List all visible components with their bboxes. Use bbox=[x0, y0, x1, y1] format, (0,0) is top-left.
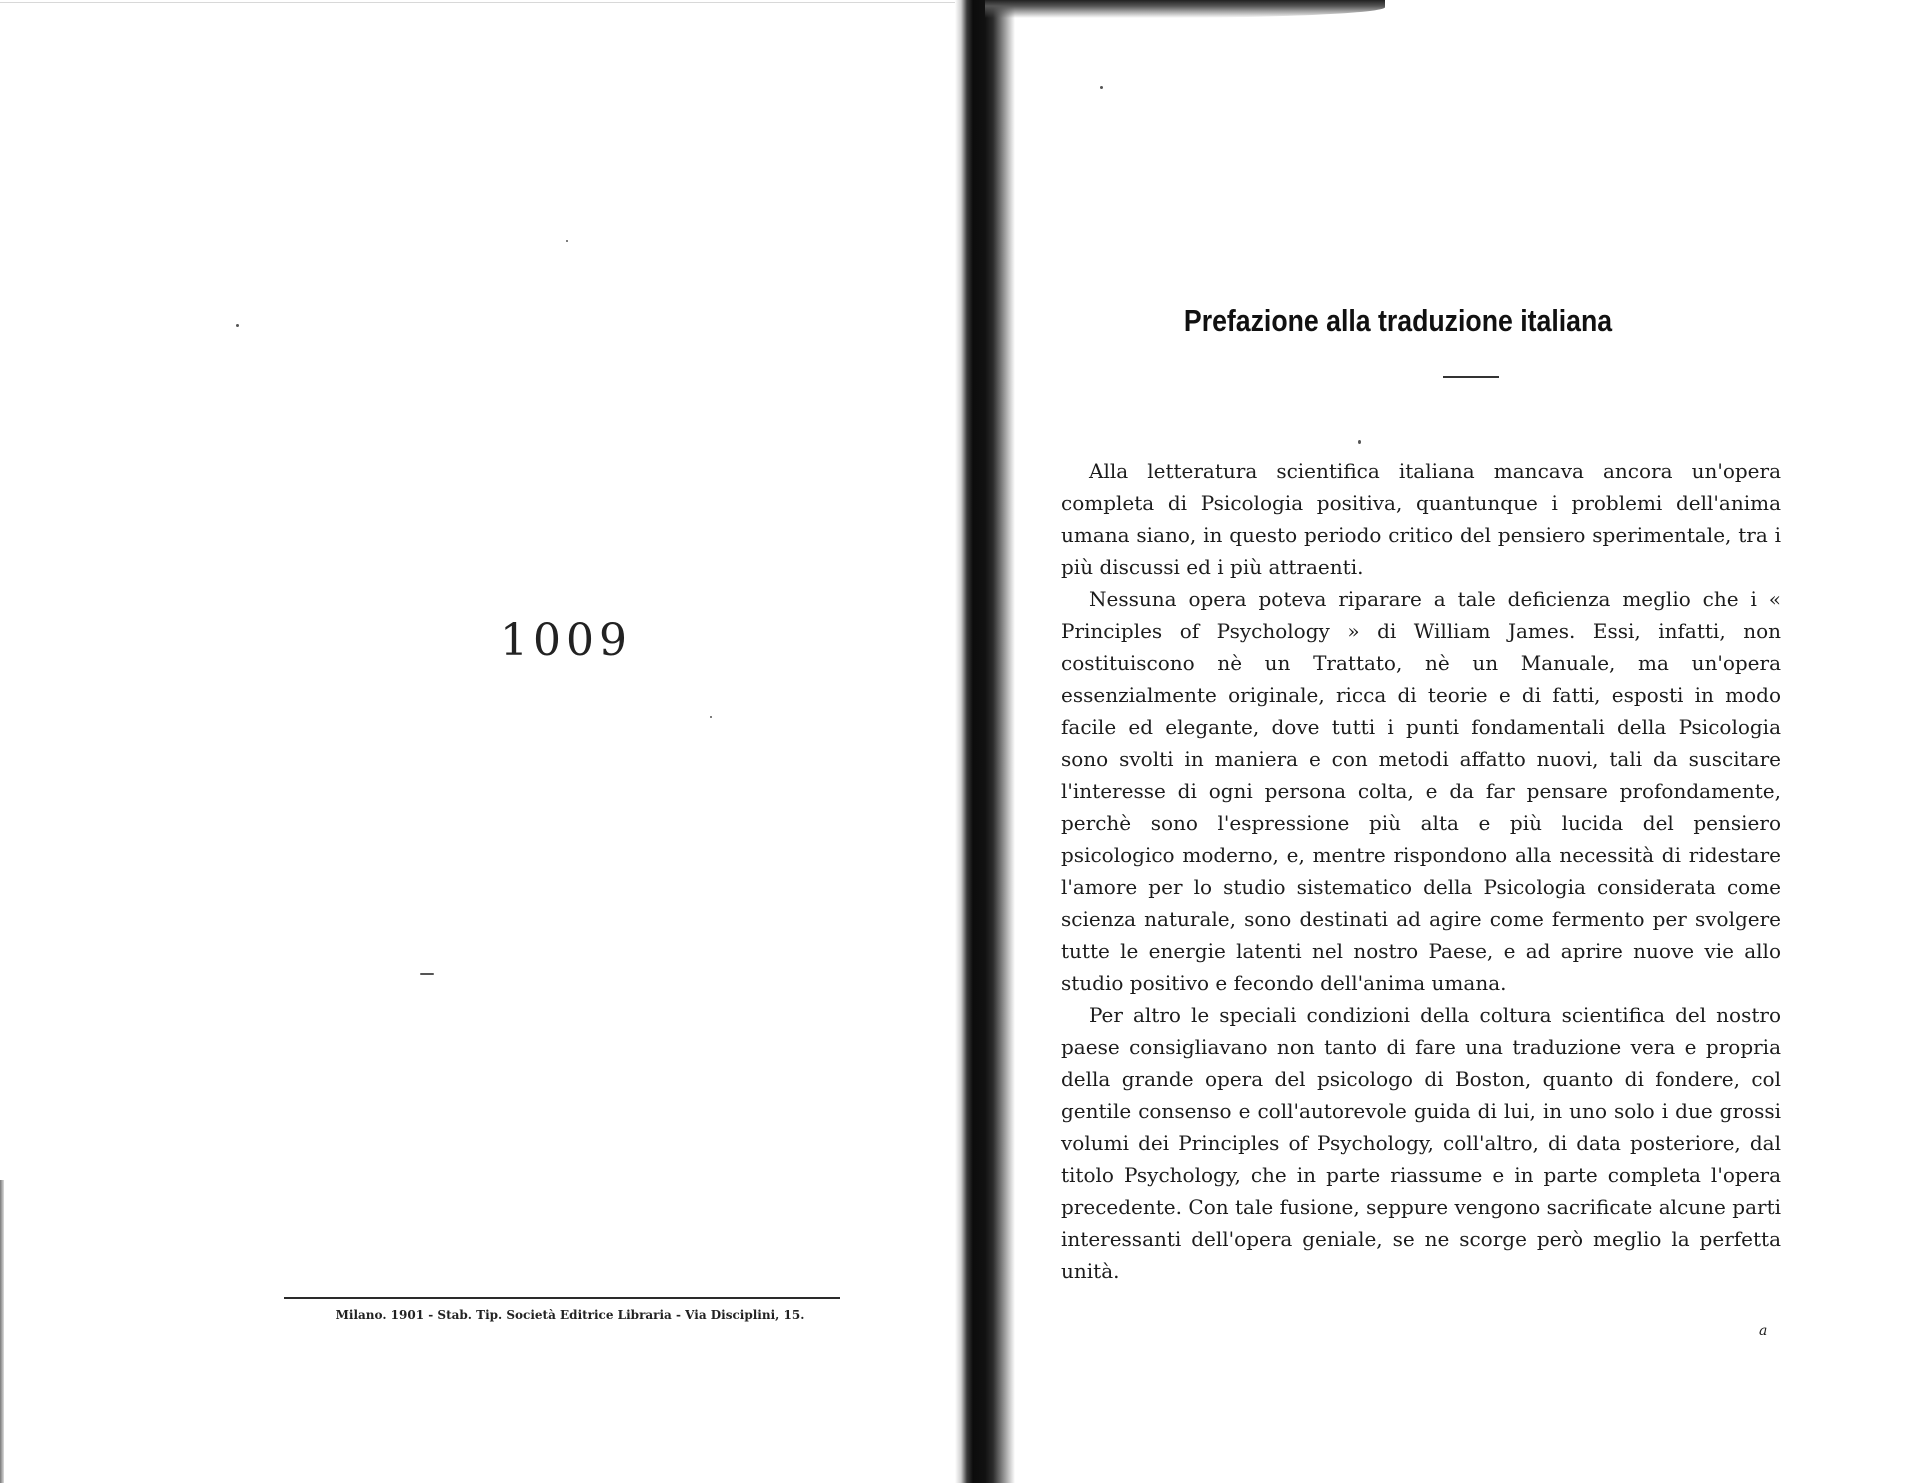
paper-speck bbox=[1358, 440, 1361, 444]
paper-speck bbox=[710, 716, 712, 718]
printer-imprint: Milano. 1901 - Stab. Tip. Società Editrice Libraria - Via Disciplini, 15. bbox=[335, 1308, 805, 1322]
paper-speck bbox=[420, 973, 434, 975]
left-page-edge bbox=[0, 1180, 4, 1483]
paper-speck bbox=[566, 240, 568, 242]
paragraph-3: Per altro le speciali condizioni della coltura scientifica del nostro paese consigliavano non tanto di fare una traduzione vera e propria della grande opera del psicologo di Boston, quanto di fondere, col gentile consenso e coll'autorevole guida di lui, in uno solo i due grossi volumi dei Principles of Psychology, coll'altro, di data posteriore, dal titolo Psychology, che in parte riassume e in parte completa l'opera precedente. Con tale fusione, seppure vengono sacrificate alcune parti interessanti dell'opera geniale, se ne scorge però meglio la perfetta unità. bbox=[1061, 1003, 1781, 1283]
right-page bbox=[1015, 0, 1920, 1483]
chapter-heading: Prefazione alla traduzione italiana bbox=[1183, 303, 1613, 338]
top-edge-line bbox=[0, 2, 955, 3]
paper-speck bbox=[1100, 86, 1103, 89]
left-page bbox=[0, 0, 955, 1483]
imprint-rule bbox=[284, 1297, 840, 1299]
heading-rule bbox=[1443, 376, 1499, 378]
signature-mark: a bbox=[1759, 1323, 1768, 1339]
paragraph-2: Nessuna opera poteva riparare a tale deficienza meglio che i « Principles of Psychology » di William James. Essi, infatti, non costituiscono nè un Trattato, nè un Manuale, ma un'opera essenzialmente originale, ricca di teorie e di fatti, esposti in modo facile ed elegante, dove tutti i punti fondamentali della Psicologia sono svolti in maniera e con metodi affatto nuovi, tali da suscitare l'interesse di ogni persona colta, e da far pensare profondamente, perchè sono l'espressione più alta e più lucida del pensiero psicologico moderno, e, mentre rispondono alla necessità di ridestare l'amore per lo studio sistematico della Psicologia considerata come scienza naturale, sono destinati ad agire come fermento per svolgere tutte le energie latenti nel nostro Paese, e ad aprire nuove vie allo studio positivo e fecondo dell'anima umana. bbox=[1061, 587, 1781, 995]
preface-body bbox=[1061, 455, 1781, 1287]
paragraph-1: Alla letteratura scientifica italiana mancava ancora un'opera completa di Psicologia positiva, quantunque i problemi dell'anima umana siano, in questo periodo critico del pensiero sperimentale, tra i più discussi ed i più attraenti. bbox=[1061, 459, 1781, 579]
shelfmark-number: 1009 bbox=[500, 615, 632, 666]
paper-speck bbox=[236, 324, 239, 327]
book-gutter-shadow bbox=[955, 0, 1015, 1483]
